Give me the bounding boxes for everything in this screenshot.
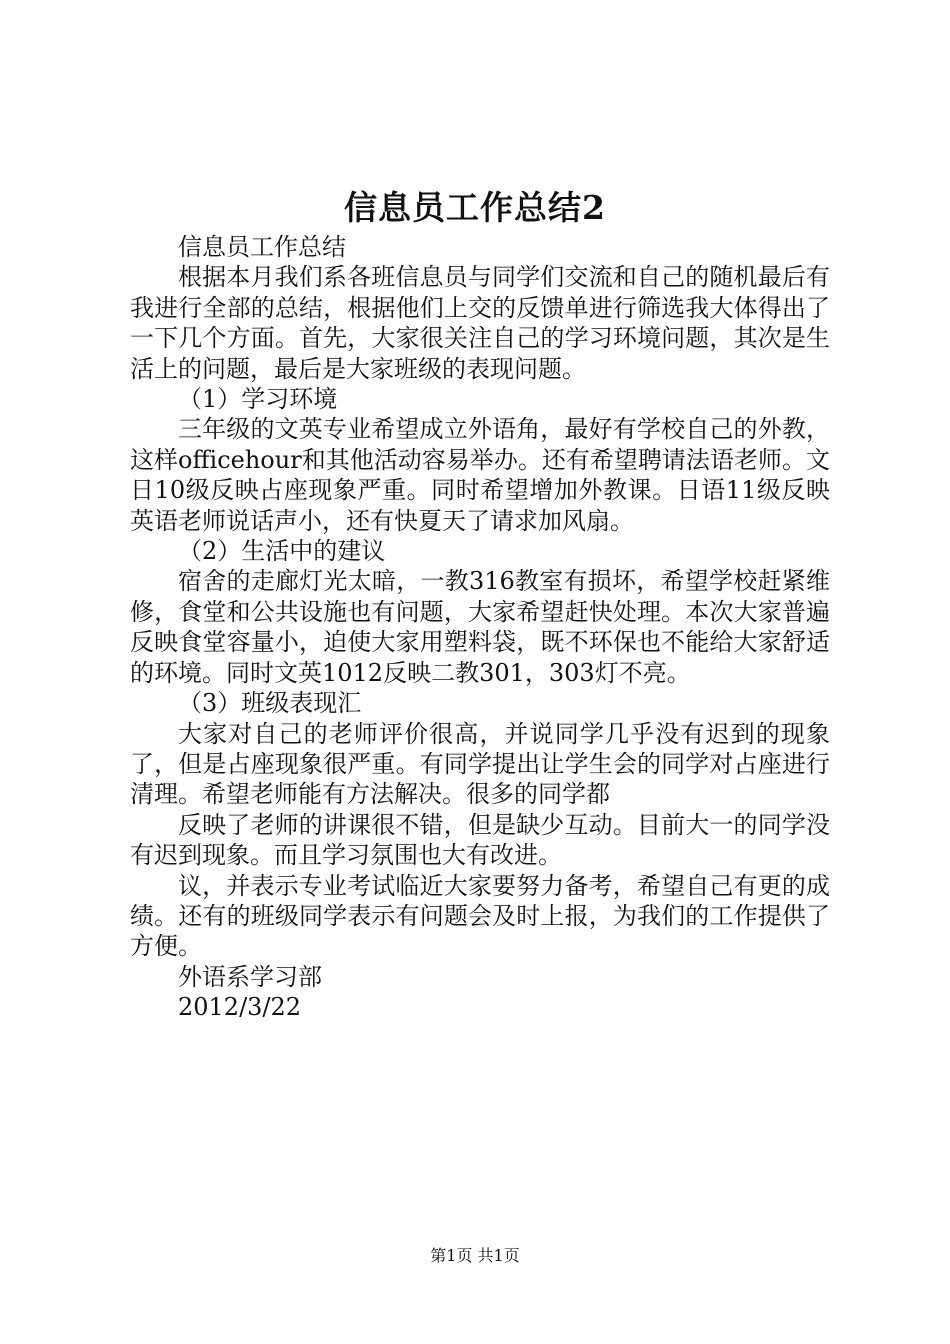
section-3-title: （3）班级表现汇 — [178, 689, 362, 718]
document-title: 信息员工作总结2 — [344, 188, 606, 227]
section-3-paragraph-1: 大家对自己的老师评价很高，并说同学几乎没有迟到的现象了，但是占座现象很严重。有同学提出让学生会的同学对占座进行清理。希望老师能有方法解决。很多的同学都 — [130, 719, 830, 809]
document-heading: 信息员工作总结 — [178, 233, 346, 261]
section-2-title: （2）生活中的建议 — [178, 537, 386, 566]
section-3-paragraph-2: 反映了老师的讲课很不错，但是缺少互动。目前大一的同学没有迟到现象。而且学习氛围也大有改进。 — [130, 810, 830, 870]
signature: 外语系学习部 — [178, 962, 322, 991]
section-1-title: （1）学习环境 — [178, 385, 338, 414]
date: 2012/3/22 — [178, 993, 302, 1022]
section-2-paragraph: 宿舍的走廊灯光太暗，一教316教室有损坏，希望学校赶紧维修，食堂和公共设施也有问题，大家希望赶快处理。本次大家普遍反映食堂容量小，迫使大家用塑料袋，既不环保也不能给大家舒适的环境。同时文英1012反映二教301，303灯不亮。 — [130, 567, 830, 687]
intro-paragraph: 根据本月我们系各班信息员与同学们交流和自己的随机最后有我进行全部的总结，根据他们上交的反馈单进行筛选我大体得出了一下几个方面。首先，大家很关注自己的学习环境问题，其次是生活上的问题，最后是大家班级的表现问题。 — [130, 263, 830, 383]
page-footer: 第1页 共1页 — [430, 1246, 520, 1265]
section-1-paragraph: 三年级的文英专业希望成立外语角，最好有学校自己的外教，这样officehour和其他活动容易举办。还有希望聘请法语老师。文日10级反映占座现象严重。同时希望增加外教课。日语11级反映英语老师说话声小，还有快夏天了请求加风扇。 — [130, 415, 830, 535]
document-body — [130, 232, 830, 1023]
section-3-paragraph-3: 议，并表示专业考试临近大家要努力备考，希望自己有更的成绩。还有的班级同学表示有问题会及时上报，为我们的工作提供了方便。 — [130, 871, 830, 961]
